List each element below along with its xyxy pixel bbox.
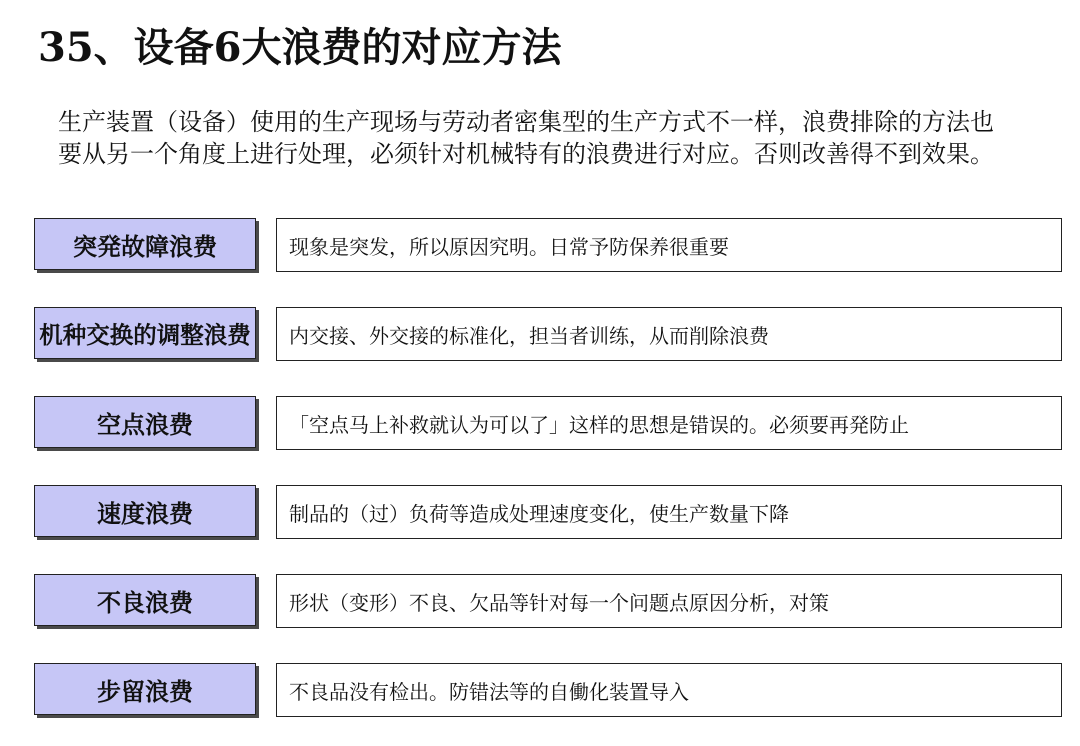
intro-line-1: 生产装置（设备）使用的生产现场与劳动者密集型的生产方式不一样，浪费排除的方法也 — [58, 108, 994, 136]
waste-countermeasure: 制品的（过）负荷等造成处理速度变化，使生产数量下降 — [276, 485, 1062, 539]
intro-paragraph — [58, 106, 1058, 170]
waste-label: 突発故障浪费 — [34, 218, 256, 270]
waste-countermeasure: 不良品没有检出。防错法等的自働化装置导入 — [276, 663, 1062, 717]
waste-countermeasure: 形状（变形）不良、欠品等针对每一个问题点原因分析，对策 — [276, 574, 1062, 628]
waste-countermeasure: 「空点马上补救就认为可以了」这样的思想是错误的。必须要再発防止 — [276, 396, 1062, 450]
waste-row-yield — [0, 663, 1080, 719]
waste-label: 空点浪费 — [34, 396, 256, 448]
waste-row-idle-stop — [0, 396, 1080, 452]
waste-countermeasure: 内交接、外交接的标准化，担当者训练，从而削除浪费 — [276, 307, 1062, 361]
intro-line-2: 要从另一个角度上进行处理，必须针对机械特有的浪费进行对应。否则改善得不到效果。 — [58, 140, 994, 168]
waste-row-speed — [0, 485, 1080, 541]
waste-countermeasure: 现象是突发，所以原因究明。日常予防保养很重要 — [276, 218, 1062, 272]
waste-label: 速度浪费 — [34, 485, 256, 537]
waste-label: 步留浪费 — [34, 663, 256, 715]
waste-row-sudden-failure — [0, 218, 1080, 274]
page-title: 35、设备6大浪费的对应方法 — [38, 24, 562, 71]
waste-label: 不良浪费 — [34, 574, 256, 626]
waste-label: 机种交换的调整浪费 — [34, 307, 256, 359]
waste-row-changeover-adjustment — [0, 307, 1080, 363]
waste-row-defect — [0, 574, 1080, 630]
